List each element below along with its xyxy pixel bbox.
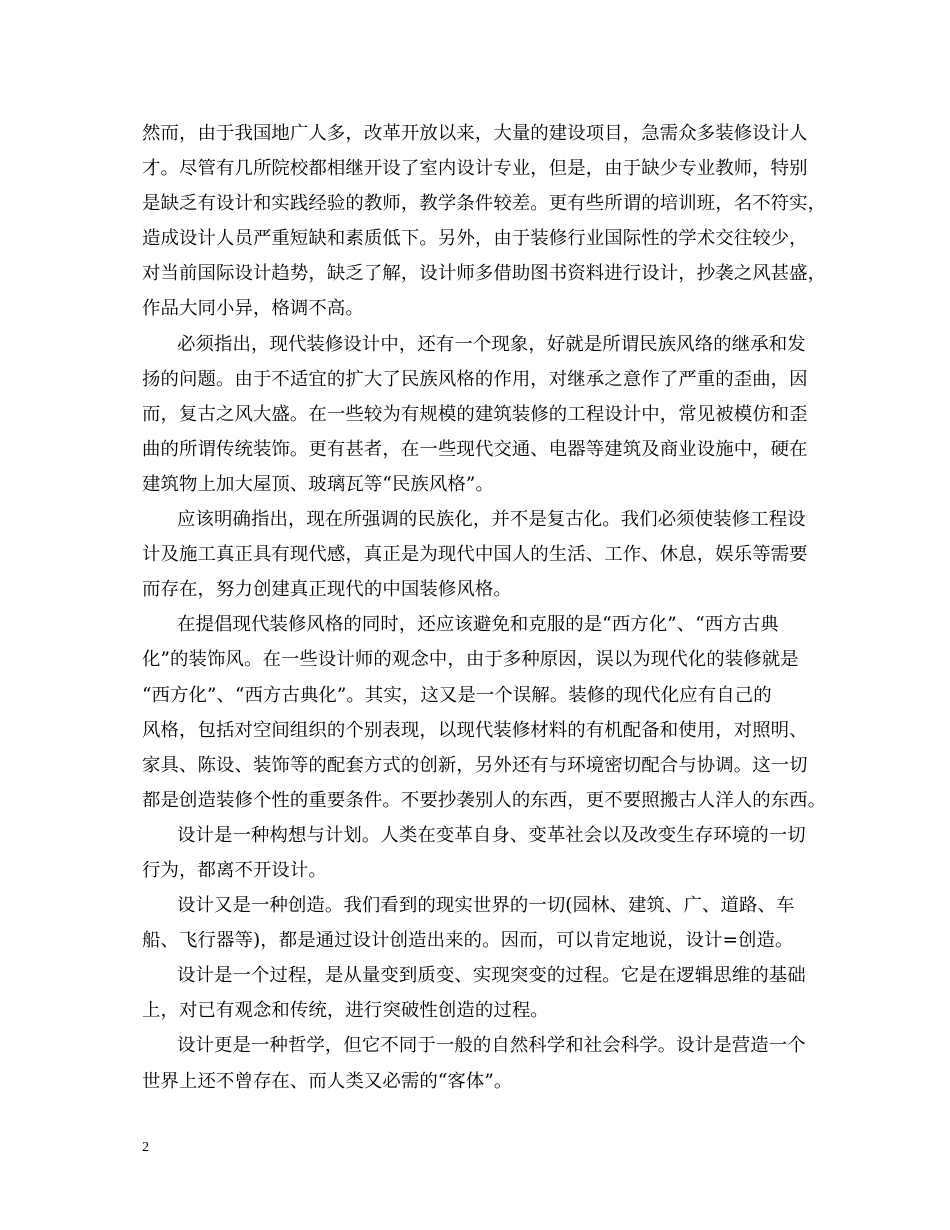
paragraph-first-line: 必须指出，现代装修设计中，还有一个现象，好就是所谓民族风络的继承和发	[177, 333, 806, 355]
text-line: 都是创造装修个性的重要条件。不要抄袭别人的东西，更不要照搬古人洋人的东西。	[142, 789, 827, 811]
text-line: 是缺乏有设计和实践经验的教师，教学条件较差。更有些所谓的培训班，名不符实，	[142, 193, 827, 215]
text-line: 作品大同小异，格调不高。	[142, 298, 364, 320]
text-line: 家具、陈设、装饰等的配套方式的创新，另外还有与环境密切配合与协调。这一切	[142, 754, 808, 776]
text-line: 才。尽管有几所院校都相继开设了室内设计专业，但是，由于缺少专业教师，特别	[142, 158, 808, 180]
text-line: 对当前国际设计趋势，缺乏了解，设计师多借助图书资料进行设计，抄袭之风甚盛，	[142, 263, 827, 285]
text-line: 造成设计人员严重短缺和素质低下。另外，由于装修行业国际性的学术交往较少，	[142, 228, 808, 250]
text-line: 船、飞行器等)，都是通过设计创造出来的。因而，可以肯定地说，设计=创造。	[142, 930, 794, 952]
text-line: 而，复古之风大盛。在一些较为有规模的建筑装修的工程设计中，常见被模仿和歪	[142, 403, 808, 425]
text-line: 化”的装饰风。在一些设计师的观念中，由于多种原因，误以为现代化的装修就是	[142, 649, 799, 671]
text-line: 行为，都离不开设计。	[142, 859, 327, 881]
text-line: 风格，包括对空间组织的个别表现，以现代装修材料的有机配备和使用，对照明、	[142, 719, 808, 741]
text-line: 扬的问题。由于不适宜的扩大了民族风格的作用，对继承之意作了严重的歪曲，因	[142, 368, 808, 390]
body-text	[142, 116, 827, 1099]
text-line: 然而，由于我国地广人多，改革开放以来，大量的建设项目，急需众多装修设计人	[142, 123, 808, 144]
page-number: 2	[142, 1140, 149, 1155]
text-line: “西方化”、“西方古典化”。其实，这又是一个误解。装修的现代化应有自己的	[142, 684, 772, 706]
text-line: 而存在，努力创建真正现代的中国装修风格。	[142, 579, 512, 601]
text-line: 曲的所谓传统装饰。更有甚者，在一些现代交通、电器等建筑及商业设施中，硬在	[142, 438, 808, 460]
paragraph-first-line: 设计是一种构想与计划。人类在变革自身、变革社会以及改变生存环境的一切	[177, 824, 806, 846]
paragraph-first-line: 设计又是一种创造。我们看到的现实世界的一切(园林、建筑、广、道路、车	[177, 895, 795, 917]
text-line: 计及施工真正具有现代感，真正是为现代中国人的生活、工作、休息，娱乐等需要	[142, 544, 808, 566]
text-line: 世界上还不曾存在、而人类又必需的“客体”。	[142, 1070, 513, 1092]
paragraph-first-line: 在提倡现代装修风格的同时，还应该避免和克服的是“西方化”、“西方古典	[177, 614, 779, 636]
paragraph-first-line: 应该明确指出，现在所强调的民族化，并不是复古化。我们必须使装修工程设	[177, 509, 806, 531]
text-line: 建筑物上加大屋顶、玻璃瓦等“民族风格”。	[142, 473, 494, 495]
paragraph-first-line: 设计是一个过程，是从量变到质变、实现突变的过程。它是在逻辑思维的基础	[177, 965, 806, 987]
paragraph-first-line: 设计更是一种哲学，但它不同于一般的自然科学和社会科学。设计是营造一个	[177, 1035, 806, 1057]
text-line: 上，对已有观念和传统，进行突破性创造的过程。	[142, 1000, 549, 1022]
